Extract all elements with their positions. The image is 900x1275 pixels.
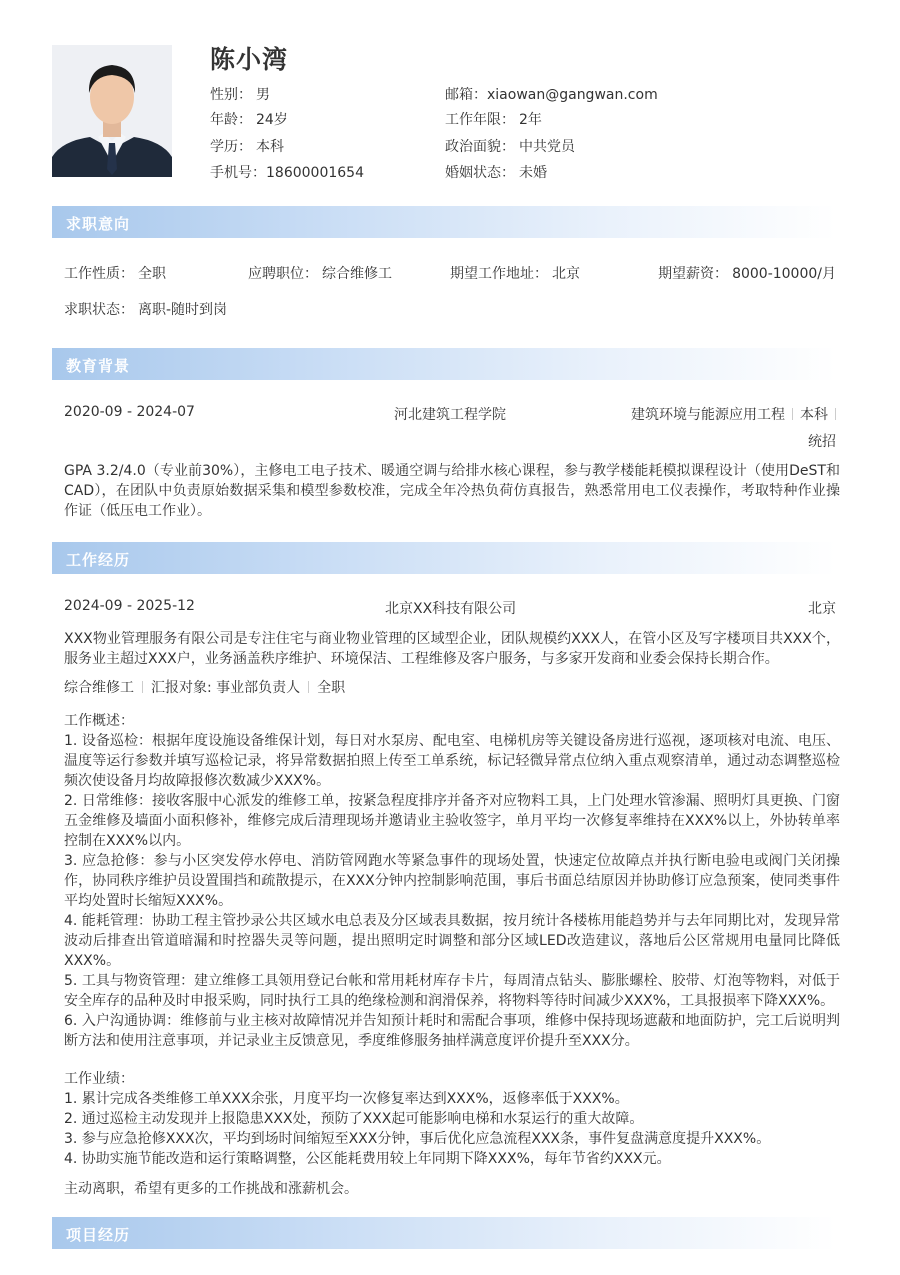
position-label: 应聘职位： [248, 266, 318, 282]
list-item: 1. 设备巡检：根据年度设施设备维保计划，每日对水泵房、配电室、电梯机房等关键设备房进行巡视，逐项核对电流、电压、温度等运行参数并填写巡检记录，将异常数据拍照上传至工单系统，标记轻微异常点位纳入重点观察清单，通过动态调整巡检频次使设备月均故障报修次数减少XXX%。 [64, 733, 840, 789]
expected-salary [658, 263, 836, 283]
work-city: 北京 [808, 601, 836, 617]
age-info [210, 109, 288, 129]
work-tags [64, 677, 345, 697]
email-value[interactable]: xiaowan@gangwan.com [487, 87, 658, 103]
list-item: 2. 日常维修：接收客服中心派发的维修工单，按紧急程度排序并备齐对应物料工具，上门处理水管渗漏、照明灯具更换、门窗五金维修及墙面小面积修补，维修完成后清理现场并邀请业主验收签字，单月平均一次修复率维持在XXX%以上，外协转单率控制在XXX%以内。 [64, 793, 840, 849]
education-info [210, 136, 284, 156]
job-status [64, 299, 227, 319]
work-years-value: 2年 [519, 112, 542, 128]
job-type-label: 工作性质： [64, 266, 134, 282]
avatar [52, 45, 172, 177]
section-title: 教育背景 [66, 357, 131, 375]
political-label: 政治面貌： [445, 139, 515, 155]
section-work [52, 542, 836, 574]
leave-reason: 主动离职，希望有更多的工作挑战和涨薪机会。 [64, 1181, 358, 1197]
work-years-label: 工作年限： [445, 112, 515, 128]
list-item: 1. 累计完成各类维修工单XXX余张，月度平均一次修复率达到XXX%，返修率低于XXX%。 [64, 1091, 629, 1107]
education-label: 学历： [210, 139, 252, 155]
email-label: 邮箱： [445, 87, 487, 103]
position [248, 263, 392, 283]
section-title: 工作经历 [66, 551, 131, 569]
work-years-info [445, 109, 542, 129]
political-info [445, 136, 575, 156]
tag-role: 综合维修工 [64, 680, 134, 696]
list-item: 3. 应急抢修：参与小区突发停水停电、消防管网跑水等紧急事件的现场处置，快速定位故障点并执行断电验电或阀门关闭操作，协同秩序维护员设置围挡和疏散提示，在XXX分钟内控制影响范围，事后书面总结原因并协助修订应急预案，使同类事件平均处置时长缩短XXX%。 [64, 853, 840, 909]
school-name: 河北建筑工程学院 [394, 407, 506, 423]
marital-value: 未婚 [519, 165, 547, 181]
education-period: 2020-09 - 2024-07 [64, 404, 195, 420]
company-description: XXX物业管理服务有限公司是专注住宅与商业物业管理的区域型企业，团队规模约XXX人，在管小区及写字楼项目共XXX个，服务业主超过XXX户，业务涵盖秩序维护、环境保洁、工程维修及客户服务，与多家开发商和业委会保持长期合作。 [64, 631, 840, 667]
list-item: 3. 参与应急抢修XXX次，平均到场时间缩短至XXX分钟，事后优化应急流程XXX条，事件复盘满意度提升XXX%。 [64, 1131, 771, 1147]
phone-label: 手机号： [210, 165, 266, 181]
status-value: 离职-随时到岗 [138, 302, 228, 318]
company-name: 北京XX科技有限公司 [385, 601, 517, 617]
work-achievements [64, 1069, 840, 1169]
location-label: 期望工作地址： [450, 266, 548, 282]
section-project [52, 1217, 836, 1249]
section-title: 求职意向 [66, 215, 131, 233]
salary-value: 8000-10000/月 [732, 266, 836, 282]
location-value: 北京 [552, 266, 580, 282]
list-item: 4. 协助实施节能改造和运行策略调整，公区能耗费用较上年同期下降XXX%，每年节省约XXX元。 [64, 1151, 671, 1167]
list-item: 6. 入户沟通协调：维修前与业主核对故障情况并告知预计耗时和需配合事项，维修中保持现场遮蔽和地面防护，完工后说明判断方法和使用注意事项，并记录业主反馈意见，季度维修服务抽样满意度评价提升至XXX分。 [64, 1013, 840, 1049]
phone-info [210, 162, 364, 182]
gender-value: 男 [256, 87, 270, 103]
tag-report-to: 汇报对象: 事业部负责人 [151, 680, 301, 696]
major-degree [631, 404, 836, 424]
expected-location [450, 263, 580, 283]
list-item: 2. 通过巡检主动发现并上报隐患XXX处，预防了XXX起可能影响电梯和水泵运行的重大故障。 [64, 1111, 644, 1127]
major: 建筑环境与能源应用工程 [631, 407, 785, 423]
gender-info [210, 84, 270, 104]
achievements-title: 工作业绩： [64, 1071, 134, 1087]
age-value: 24岁 [256, 112, 288, 128]
candidate-name: 陈小湾 [210, 45, 289, 74]
marital-info [445, 162, 547, 182]
work-period: 2024-09 - 2025-12 [64, 598, 195, 614]
overview-title: 工作概述： [64, 713, 134, 729]
marital-label: 婚姻状态： [445, 165, 515, 181]
position-value: 综合维修工 [322, 266, 392, 282]
list-item: 4. 能耗管理：协助工程主管抄录公共区域水电总表及分区域表具数据，按月统计各楼栋用能趋势并与去年同期比对，发现异常波动后排查出管道暗漏和时控器失灵等问题，提出照明定时调整和部分区域LED改造建议，落地后公区常规用电量同比降低XXX%。 [64, 913, 840, 969]
section-education [52, 348, 836, 380]
age-label: 年龄： [210, 112, 252, 128]
education-description: GPA 3.2/4.0（专业前30%），主修电工电子技术、暖通空调与给排水核心课程，参与教学楼能耗模拟课程设计（使用DeST和CAD），在团队中负责原始数据采集和模型参数校准，完成全年冷热负荷仿真报告，熟悉常用电工仪表操作，考取特种作业操作证（低压电工作业）。 [64, 463, 840, 519]
education-value: 本科 [256, 139, 284, 155]
work-overview [64, 711, 840, 1051]
tag-job-type: 全职 [317, 680, 346, 696]
email-info [445, 84, 658, 104]
status-label: 求职状态： [64, 302, 134, 318]
degree: 本科 [800, 407, 828, 423]
phone-value[interactable]: 18600001654 [266, 165, 364, 181]
section-intention [52, 206, 836, 238]
job-type-value: 全职 [138, 266, 166, 282]
section-title: 项目经历 [66, 1226, 131, 1244]
salary-label: 期望薪资： [658, 266, 729, 282]
gender-label: 性别： [210, 87, 252, 103]
job-type [64, 263, 166, 283]
political-value: 中共党员 [519, 139, 575, 155]
study-mode: 统招 [808, 434, 836, 450]
list-item: 5. 工具与物资管理：建立维修工具领用登记台帐和常用耗材库存卡片，每周清点钻头、膨胀螺栓、胶带、灯泡等物料，对低于安全库存的品种及时申报采购，同时执行工具的绝缘检测和润滑保养，将物料等待时间减少XXX%，工具报损率下降XXX%。 [64, 973, 840, 1009]
